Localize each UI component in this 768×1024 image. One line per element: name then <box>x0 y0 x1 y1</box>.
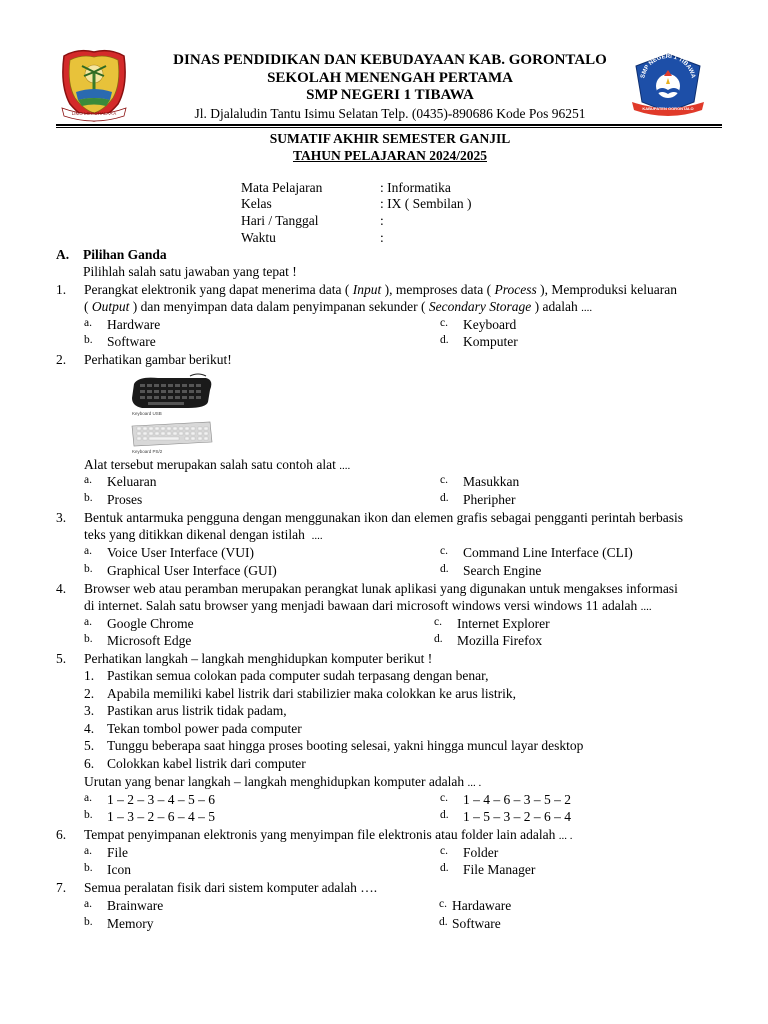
option-text: File <box>107 845 129 860</box>
option-key: a. <box>84 616 92 628</box>
q4-number: 4. <box>56 581 67 596</box>
exam-title: SUMATIF AKHIR SEMESTER GANJIL <box>269 131 511 146</box>
info-value-class: : IX ( Sembilan ) <box>380 196 472 211</box>
list-item-key: 3. <box>84 703 95 718</box>
list-item: Tekan tombol power pada computer <box>107 721 302 736</box>
option-text: Software <box>452 916 501 931</box>
q1-line1: Perangkat elektronik yang dapat menerima data ( Input ), memproses data ( Process ), Memproduksi keluaran <box>84 282 677 297</box>
q3-line1: Bentuk antarmuka pengguna dengan menggunakan ikon dan elemen grafis sebagai pengganti perintah berbasis <box>84 510 684 525</box>
option-key: c. <box>440 317 448 329</box>
header-divider <box>56 124 722 126</box>
exam-year: TAHUN PELAJARAN 2024/2025 <box>292 148 487 163</box>
q3-line2: teks yang ditikkan dikenal dengan istilah .... <box>84 527 323 542</box>
option-key: a. <box>84 317 92 329</box>
section-letter: A. <box>56 247 70 262</box>
option-text: Memory <box>107 916 154 931</box>
ps2-keyboard-picture <box>128 418 228 448</box>
info-label-class: Kelas <box>241 196 272 211</box>
section-instruction: Pilihlah salah satu jawaban yang tepat ! <box>83 264 297 279</box>
option-text: Internet Explorer <box>457 616 550 631</box>
option-text: 1 – 5 – 3 – 2 – 6 – 4 <box>463 809 571 824</box>
option-key: c. <box>440 545 448 557</box>
option-text: Mozilla Firefox <box>457 633 543 648</box>
list-item: Pastikan semua colokan pada computer sudah terpasang dengan benar, <box>107 668 489 683</box>
option-key: d. <box>440 862 449 874</box>
option-key: b. <box>84 563 93 575</box>
option-text: Voice User Interface (VUI) <box>107 545 255 560</box>
q6-text: Tempat penyimpanan elektronis yang menyimpan file elektronis atau folder lain adalah ... . <box>84 827 573 842</box>
q7-number: 7. <box>56 880 67 895</box>
option-text: 1 – 4 – 6 – 3 – 5 – 2 <box>463 792 571 807</box>
q2-number: 2. <box>56 352 67 367</box>
q1-line2: ( Output ) dan menyimpan data dalam penyimpanan sekunder ( Secondary Storage ) adalah .... <box>84 299 593 314</box>
option-text: Keluaran <box>107 474 157 489</box>
option-text: Komputer <box>463 334 518 349</box>
q3-number: 3. <box>56 510 67 525</box>
list-item: Pastikan arus listrik tidak padam, <box>107 703 287 718</box>
header-school-level: SEKOLAH MENENGAH PERTAMA <box>267 70 513 86</box>
list-item: Tunggu beberapa saat hingga proses booting selesai, yakni hingga muncul layar desktop <box>107 738 584 753</box>
option-text: Folder <box>463 845 499 860</box>
list-item-key: 4. <box>84 721 95 736</box>
option-text: Microsoft Edge <box>107 633 192 648</box>
q5-after-text: Urutan yang benar langkah – langkah menghidupkan komputer adalah ... . <box>84 774 482 789</box>
option-key: b. <box>84 916 93 928</box>
option-key: a. <box>84 545 92 557</box>
option-key: b. <box>84 809 93 821</box>
q2-text: Perhatikan gambar berikut! <box>84 352 232 367</box>
info-value-subject: : Informatika <box>380 180 451 195</box>
q6-number: 6. <box>56 827 67 842</box>
option-text: Search Engine <box>463 563 542 578</box>
q5-number: 5. <box>56 651 67 666</box>
header-school-name: SMP NEGERI 1 TIBAWA <box>306 87 474 103</box>
q4-line1: Browser web atau peramban merupakan perangkat lunak aplikasi yang digunakan untuk mengakses informasi <box>84 581 678 596</box>
option-text: Masukkan <box>463 474 520 489</box>
left-logo-ribbon-text: LIMO LO POHALAA'A <box>71 111 117 116</box>
header-divider-thin <box>56 127 722 128</box>
header-address: Jl. Djalaludin Tantu Isimu Selatan Telp. (0435)-890686 Kode Pos 96251 <box>194 106 586 121</box>
info-label-date: Hari / Tanggal <box>241 213 319 228</box>
usb-keyboard-caption: Keyboard USB <box>132 411 162 416</box>
regency-emblem-logo <box>58 46 130 122</box>
option-key: c. <box>439 898 447 910</box>
option-key: a. <box>84 792 92 804</box>
info-value-time: : <box>380 230 384 245</box>
option-key: b. <box>84 334 93 346</box>
option-key: d. <box>440 809 449 821</box>
list-item-key: 2. <box>84 686 95 701</box>
option-text: Pheripher <box>463 492 516 507</box>
info-label-subject: Mata Pelajaran <box>241 180 323 195</box>
option-key: b. <box>84 633 93 645</box>
option-text: Proses <box>107 492 143 507</box>
right-logo-arc-text: SMP NEGERI 1 TIBAWA <box>640 53 696 79</box>
info-value-date: : <box>380 213 384 228</box>
school-logo <box>630 52 706 118</box>
option-key: c. <box>434 616 442 628</box>
option-key: b. <box>84 862 93 874</box>
info-label-time: Waktu <box>241 230 276 245</box>
q2-after-text: Alat tersebut merupakan salah satu contoh alat .... <box>84 457 351 472</box>
option-key: a. <box>84 474 92 486</box>
option-text: Icon <box>107 862 131 877</box>
option-key: c. <box>440 845 448 857</box>
q5-text: Perhatikan langkah – langkah menghidupkan komputer berikut ! <box>84 651 433 666</box>
ps2-keyboard-caption: Keyboard PS/2 <box>132 449 163 454</box>
option-text: Software <box>107 334 156 349</box>
header-agency: DINAS PENDIDIKAN DAN KEBUDAYAAN KAB. GORONTALO <box>173 52 607 68</box>
list-item-key: 5. <box>84 738 95 753</box>
option-text: Keyboard <box>463 317 517 332</box>
q1-number: 1. <box>56 282 67 297</box>
q7-text: Semua peralatan fisik dari sistem komputer adalah …. <box>84 880 378 895</box>
option-text: 1 – 3 – 2 – 6 – 4 – 5 <box>107 809 215 824</box>
option-text: Command Line Interface (CLI) <box>463 545 633 560</box>
option-text: Graphical User Interface (GUI) <box>107 563 277 578</box>
option-key: d. <box>440 334 449 346</box>
option-text: Hardware <box>107 317 161 332</box>
option-text: Hardaware <box>452 898 512 913</box>
list-item-key: 1. <box>84 668 95 683</box>
option-key: a. <box>84 845 92 857</box>
option-key: c. <box>440 474 448 486</box>
option-key: d. <box>434 633 443 645</box>
section-title: Pilihan Ganda <box>83 247 167 262</box>
list-item: Colokkan kabel listrik dari computer <box>107 756 306 771</box>
option-key: d. <box>439 916 448 928</box>
option-key: b. <box>84 492 93 504</box>
option-key: c. <box>440 792 448 804</box>
keyboard-image <box>128 370 228 456</box>
right-logo-ribbon-text: KABUPATEN GORONTALO <box>642 106 694 111</box>
q4-line2: di internet. Salah satu browser yang menjadi bawaan dari microsoft windows versi windows 11 adalah .... <box>84 598 652 613</box>
option-key: d. <box>440 563 449 575</box>
option-key: a. <box>84 898 92 910</box>
option-text: Brainware <box>107 898 164 913</box>
list-item: Apabila memiliki kabel listrik dari stabilizier maka colokkan ke arus listrik, <box>107 686 517 701</box>
option-text: 1 – 2 – 3 – 4 – 5 – 6 <box>107 792 215 807</box>
option-key: d. <box>440 492 449 504</box>
option-text: File Manager <box>463 862 536 877</box>
option-text: Google Chrome <box>107 616 194 631</box>
list-item-key: 6. <box>84 756 95 771</box>
